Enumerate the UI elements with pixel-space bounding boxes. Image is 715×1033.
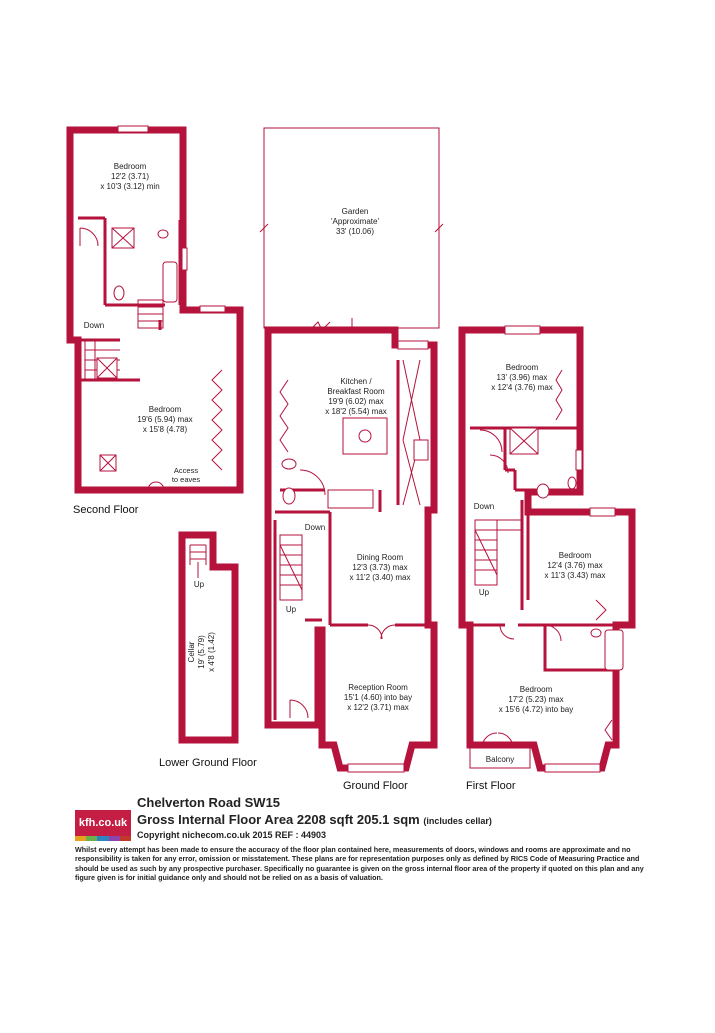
bath [163,262,177,302]
lower-ground-plan [159,535,257,769]
reception-dim2: x 12'2 (3.71) max [347,703,409,712]
access-label-2: to eaves [171,475,201,484]
cellar-up-label: Up [193,580,205,589]
first-bedroom2-title: Bedroom [558,551,592,560]
first-bedroom1-dim2: x 12'4 (3.76) max [491,383,553,392]
first-bedroom2-dim2: x 11'3 (3.43) max [544,571,606,580]
first-up-label: Up [478,588,490,597]
first-floor-plan [462,326,632,790]
second-bedroom1-dim1: 12'2 (3.71) [111,172,149,181]
reception-title: Reception Room [348,683,408,692]
window [200,306,225,312]
basin [158,230,168,238]
access-label: Access [173,466,199,475]
bath [605,630,623,670]
first-bedroom1-dim1: 13' (3.96) max [496,373,548,382]
toilet [114,286,124,300]
disclaimer: Whilst every attempt has been made to ensure the accuracy of the floor plan contained here, measurements of doors, windows and rooms are approximate and no responsibility is taken for any error, omission or misstatement. These plans are for representation purposes only as defined by RICS Code of Measuring Practice and should be used as such by any prospective purchaser. Specifically no guarantee is given on the gross internal floor area of the property if quoted on this plan and any figure given is for initial guidance only and should not be relied on as a basis of valuation. [75,845,644,882]
wardrobe [212,370,222,470]
first-bedroom2-dim1: 12'4 (3.76) max [547,561,603,570]
first-bedroom3-dim2: x 15'6 (4.72) into bay [498,705,574,714]
first-floor-stairs [475,520,522,585]
cellar-title: Cellar [187,641,196,663]
kitchen-title-2: Breakfast Room [327,387,385,396]
toilet [537,484,549,498]
wardrobe [556,370,562,420]
dining-dim1: 12'3 (3.73) max [352,563,408,572]
first-down-label: Down [473,502,495,511]
balcony-label: Balcony [485,755,515,764]
ground-floor-stairs [280,535,302,600]
ground-up-label: Up [285,605,297,614]
first-bedroom3-dim1: 17'2 (5.23) max [508,695,564,704]
property-address: Chelverton Road SW15 [137,795,281,810]
ground-down-label: Down [304,523,326,532]
first-bedroom3-title: Bedroom [519,685,553,694]
second-bedroom2-dim2: x 15'8 (4.78) [142,425,188,434]
first-floor-label: First Floor [466,780,516,790]
copyright: Copyright nichecom.co.uk 2015 REF : 44903 [137,830,327,840]
window [118,126,148,132]
cellar-dim2: x 4'8 (1.42) [207,632,216,672]
lower-ground-floor-label: Lower Ground Floor [159,757,257,769]
kitchen-dim1: 19'9 (6.02) max [328,397,384,406]
kitchen-title: Kitchen / [340,377,372,386]
garden-note: 'Approximate' [331,217,379,226]
down-label: Down [83,321,105,330]
kitchen-units [280,380,288,452]
floor-area-note: (includes cellar) [423,816,492,826]
second-floor-plan [70,126,240,516]
second-floor-label: Second Floor [73,504,139,516]
floor-area [137,812,492,827]
second-bedroom2-dim1: 19'6 (5.94) max [137,415,193,424]
ground-floor-label: Ground Floor [343,780,408,790]
logo-color-bar [75,836,131,841]
floor-area-value: Gross Internal Floor Area 2208 sqft 205.1 sqm [137,812,420,827]
cellar-dim1: 19' (5.79) [197,635,206,669]
hob-icon [359,430,371,442]
counter [328,490,373,508]
kfh-logo: kfh.co.uk [75,810,131,836]
kitchen-dim2: x 18'2 (5.54) max [325,407,387,416]
second-bedroom1-title: Bedroom [113,162,147,171]
garden-dim: 33' (10.06) [336,227,374,236]
garden-title: Garden [341,207,369,216]
first-bedroom1-title: Bedroom [505,363,539,372]
second-bedroom2-title: Bedroom [148,405,182,414]
reception-dim1: 15'1 (4.60) into bay [343,693,413,702]
ground-floor-plan [260,128,443,790]
second-bedroom1-dim2: x 10'3 (3.12) min [100,182,160,191]
sink [414,440,428,460]
dining-title: Dining Room [356,553,404,562]
dining-dim2: x 11'2 (3.40) max [349,573,411,582]
toilet [283,488,295,504]
